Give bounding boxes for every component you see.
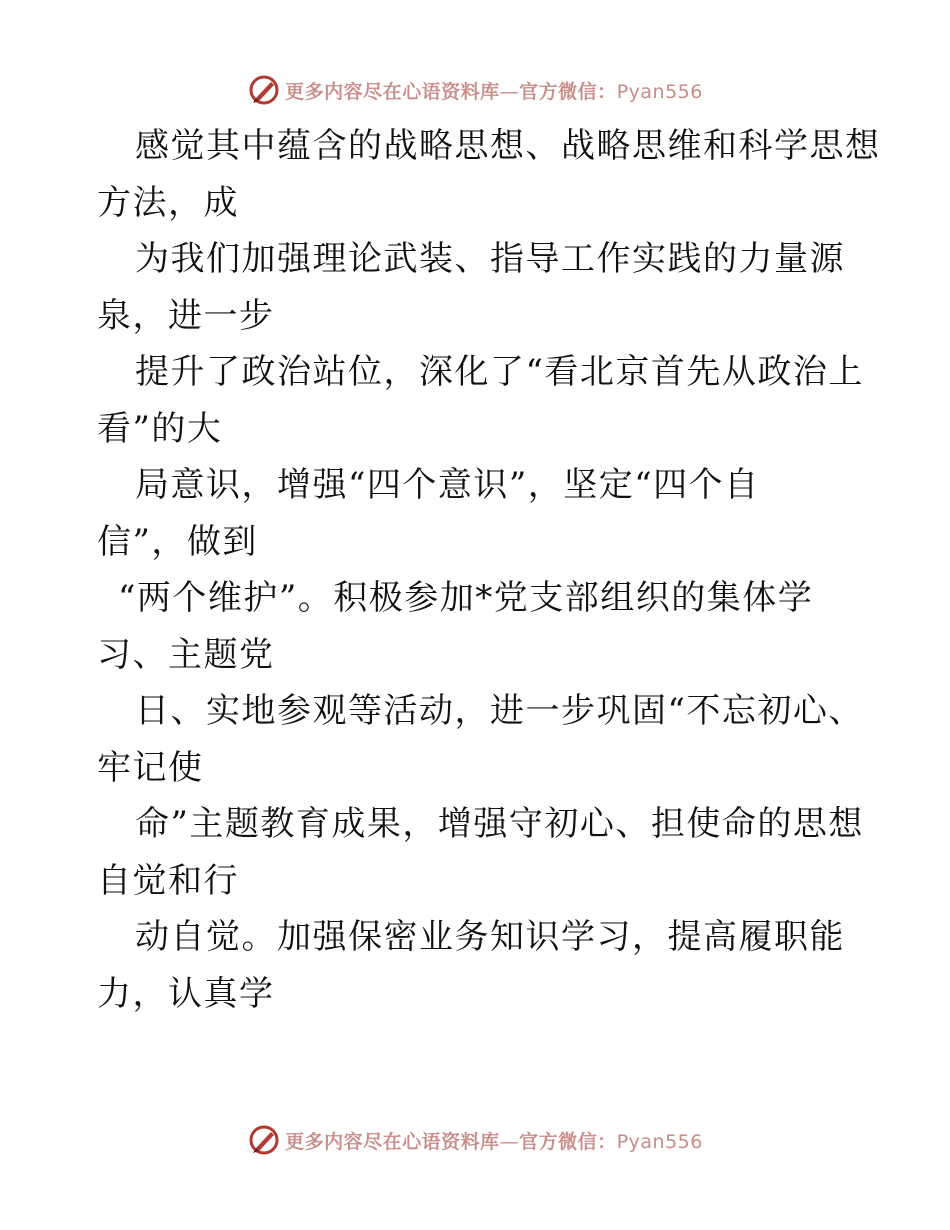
body-line: 动自觉。加强保密业务知识学习，提高履职能 — [135, 917, 845, 957]
body-line: 信”，做到 — [97, 521, 258, 562]
body-line: 感觉其中蕴含的战略思想、战略思维和科学思想 — [135, 126, 881, 166]
body-line: 为我们加强理论武装、指导工作实践的力量源 — [135, 239, 845, 279]
body-line: 局意识，增强“四个意识”，坚定“四个自 — [135, 465, 760, 505]
body-line: “两个维护”。积极参加*党支部组织的集体学 — [118, 578, 814, 618]
body-line: 命”主题教育成果，增强守初心、担使命的思想 — [135, 804, 864, 844]
watermark-site: 更多内容尽在心语资料库 — [285, 80, 500, 103]
body-line: 牢记使 — [97, 747, 204, 788]
body-line: 力，认真学 — [97, 973, 275, 1014]
body-line: 方法，成 — [97, 182, 239, 223]
pen-logo-icon — [247, 73, 281, 107]
header-watermark — [0, 70, 950, 110]
body-line: 习、主题党 — [97, 634, 275, 675]
watermark-wechat-handle: Pyan556 — [616, 1130, 703, 1153]
watermark-text — [285, 77, 703, 104]
watermark-site: 更多内容尽在心语资料库 — [285, 1130, 500, 1153]
watermark-separator: — — [499, 1130, 520, 1153]
watermark-wechat-handle: Pyan556 — [616, 80, 703, 103]
body-line: 日、实地参观等活动，进一步巩固“不忘初心、 — [135, 691, 864, 731]
body-line: 泉，进一步 — [97, 295, 275, 336]
body-line: 提升了政治站位，深化了“看北京首先从政治上 — [135, 352, 864, 392]
watermark-wechat-label: 官方微信： — [519, 1130, 617, 1153]
pen-logo-icon — [247, 1123, 281, 1157]
watermark-text — [285, 1127, 703, 1154]
watermark-separator: — — [499, 80, 520, 103]
document-body — [0, 118, 950, 1022]
body-line: 自觉和行 — [97, 860, 239, 901]
watermark-wechat-label: 官方微信： — [519, 80, 617, 103]
footer-watermark — [0, 1120, 950, 1160]
body-line: 看”的大 — [97, 408, 223, 449]
